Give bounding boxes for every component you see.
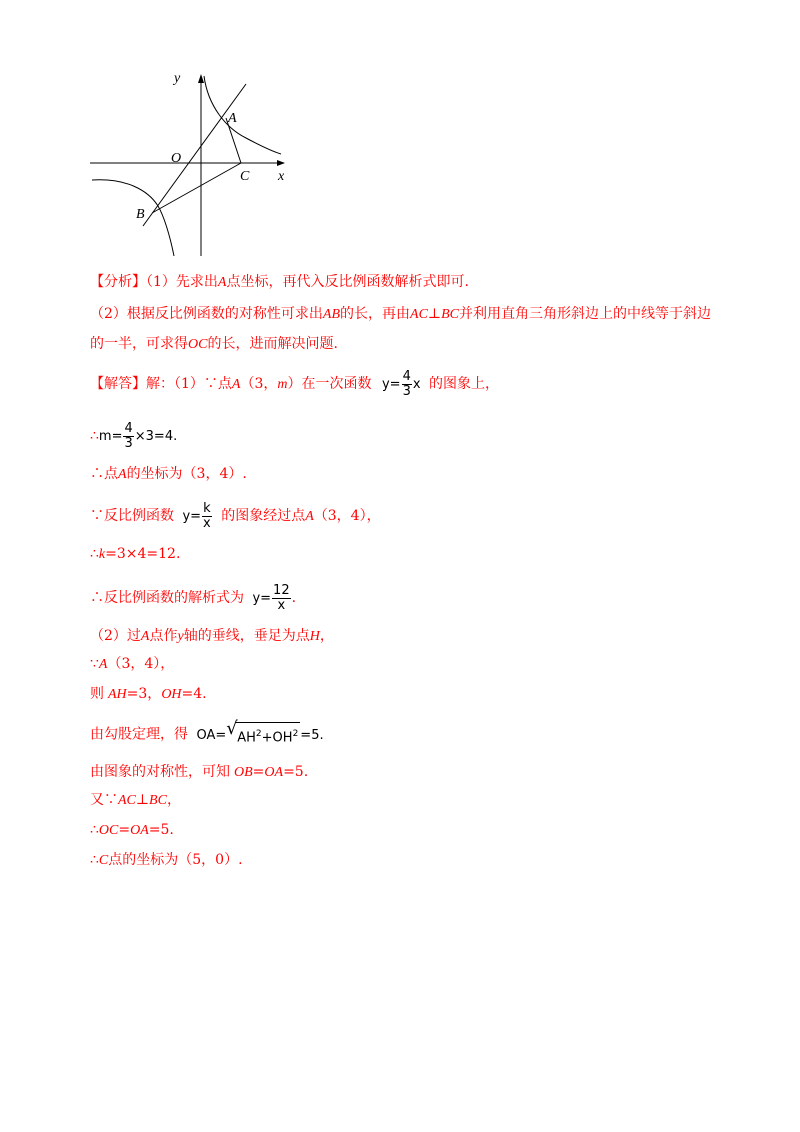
label-y: y	[174, 71, 181, 86]
fraction	[272, 584, 291, 613]
formula	[252, 583, 291, 613]
analysis-line-1	[90, 272, 469, 293]
text: ∴	[90, 428, 99, 444]
text: 的图象上，	[429, 376, 500, 392]
text: （3，	[240, 376, 278, 392]
solution-line-5	[90, 544, 180, 565]
formula-rest: =5.	[300, 727, 324, 743]
segment-ab: AB	[322, 307, 341, 322]
numerator: 12	[273, 583, 290, 598]
text: =4.	[181, 686, 207, 702]
text: ）在一次函数	[287, 376, 372, 392]
solution-line-11	[90, 762, 308, 783]
point-c: C	[98, 853, 109, 868]
segment-bc	[152, 163, 241, 213]
x-axis-arrow	[277, 160, 285, 166]
numerator: k	[203, 501, 211, 516]
text: =	[118, 822, 131, 838]
point-a: A	[98, 657, 108, 672]
segment-oa: OA	[130, 823, 149, 838]
formula-y: y=	[182, 509, 202, 524]
solution-line-10	[90, 718, 324, 748]
text: =3，	[126, 686, 162, 702]
segment-oc: OC	[98, 823, 119, 838]
denominator: x	[203, 516, 211, 531]
point-a: A	[217, 275, 227, 290]
text: =5.	[283, 764, 309, 780]
denominator: x	[277, 598, 286, 613]
formula	[196, 718, 324, 746]
text: ，	[166, 792, 181, 808]
text: ∵	[90, 656, 99, 672]
solution-line-1	[90, 370, 499, 399]
denominator: 3	[124, 436, 133, 451]
solution-line-6	[90, 584, 296, 613]
text: ∴反比例函数的解析式为	[90, 590, 244, 606]
analysis-line-2	[90, 304, 711, 325]
formula	[98, 421, 178, 451]
analysis-text: （2）根据反比例函数的对称性可求出	[90, 306, 323, 322]
text: ，	[319, 628, 334, 644]
analysis-text: 点坐标，再代入反比例函数解析式即可.	[226, 274, 469, 290]
analysis-line-3	[90, 334, 338, 355]
solution-line-13	[90, 820, 174, 841]
numerator: 4	[402, 369, 411, 384]
text: 由图象的对称性，可知	[90, 764, 230, 780]
label-c: C	[240, 169, 250, 184]
text: .	[291, 590, 297, 606]
formula	[381, 369, 421, 399]
formula-y: y=	[252, 591, 272, 606]
text: ∴	[90, 546, 99, 562]
hyperbola-branch-upper	[204, 76, 281, 154]
solution-line-8	[90, 654, 174, 675]
text: =3×4=12.	[105, 546, 181, 562]
radicand	[235, 722, 300, 748]
numerator: 4	[124, 421, 133, 436]
analysis-text: 并利用直角三角形斜边上的中线等于斜边	[458, 306, 711, 322]
text: =	[252, 764, 265, 780]
y-axis-arrow	[198, 74, 204, 83]
text: 解：（1）∵点	[146, 376, 232, 392]
coordinate-figure	[86, 66, 296, 262]
text: =5.	[148, 822, 174, 838]
formula-rest: ×3=4.	[134, 429, 178, 444]
label-a: A	[228, 111, 237, 126]
text: 的坐标为（3，4）.	[126, 466, 247, 482]
formula-oa: OA=	[196, 727, 227, 743]
text: 则	[90, 686, 104, 702]
formula-m: m=	[98, 429, 123, 444]
text: ∴	[90, 852, 99, 868]
analysis-text: （1）先求出	[146, 274, 218, 290]
radicand-oh: +OH	[261, 730, 293, 746]
line-ab	[143, 84, 246, 226]
text: 轴的垂线，垂足为点	[183, 628, 310, 644]
label-b: B	[136, 207, 145, 222]
text: 点作	[149, 628, 178, 644]
label-o: O	[171, 151, 182, 166]
point-h: H	[309, 629, 320, 644]
solution-line-4	[90, 502, 381, 531]
formula-x: x	[412, 377, 421, 392]
segment-ah: AH	[108, 687, 127, 702]
text: 点的坐标为（5，0）.	[108, 852, 243, 868]
var-k: k	[98, 547, 106, 562]
segment-oc: OC	[188, 337, 208, 352]
solution-line-2	[90, 422, 177, 451]
radicand-ah: AH	[237, 730, 256, 746]
text: （2）过	[90, 628, 141, 644]
analysis-text: 的长，进而解决问题.	[207, 336, 338, 352]
perpendicular: AC⊥BC	[410, 307, 459, 322]
hyperbola-branch-lower	[92, 180, 174, 256]
label-x: x	[278, 169, 285, 184]
sqrt-symbol: √	[226, 718, 238, 739]
text: 又∵	[90, 792, 118, 808]
segment-oa: OA	[264, 765, 284, 780]
var-y: y	[177, 629, 184, 644]
text: （3，4），	[107, 656, 175, 672]
analysis-tag: 【分析】	[90, 274, 146, 290]
point-a: A	[140, 629, 150, 644]
perpendicular: AC⊥BC	[118, 793, 167, 808]
fraction	[202, 502, 212, 531]
denominator: 3	[402, 384, 411, 399]
solution-line-14	[90, 850, 243, 871]
exponent: 2	[292, 729, 299, 739]
solution-line-12	[90, 790, 181, 811]
sqrt	[226, 718, 300, 748]
text: 的图象经过点	[221, 508, 306, 524]
analysis-text: 的长，再由	[340, 306, 411, 322]
fraction	[402, 370, 412, 399]
segment-ob: OB	[234, 765, 253, 780]
fraction	[123, 422, 133, 451]
exponent: 2	[255, 729, 262, 739]
text: 由勾股定理，得	[90, 726, 188, 743]
formula-y: y=	[381, 377, 401, 392]
formula	[182, 501, 212, 531]
point-a: A	[118, 467, 127, 482]
solution-line-3	[90, 464, 247, 485]
point-a: A	[231, 377, 241, 392]
solution-tag: 【解答】	[90, 376, 146, 392]
segment-oh: OH	[161, 687, 182, 702]
var-m: m	[277, 377, 288, 392]
text: （3，4），	[313, 508, 381, 524]
point-a: A	[305, 509, 314, 524]
text: ∵反比例函数	[90, 508, 174, 524]
text: ∴点	[90, 466, 118, 482]
solution-line-7	[90, 626, 334, 647]
solution-line-9	[90, 684, 207, 705]
analysis-text: 的一半，可求得	[90, 336, 188, 352]
text: ∴	[90, 822, 99, 838]
